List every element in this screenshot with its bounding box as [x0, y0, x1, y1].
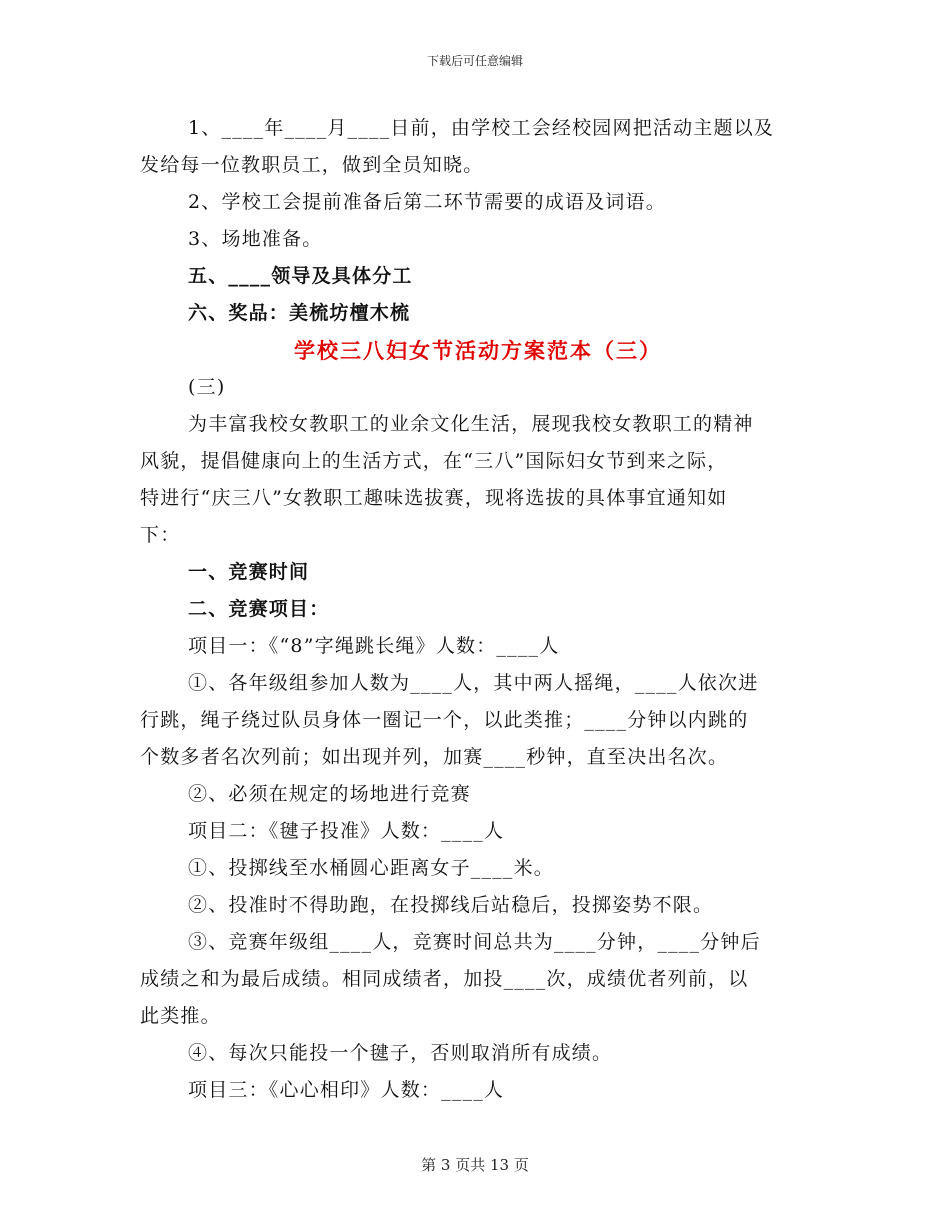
paragraph-line: 此类推。 — [140, 1005, 221, 1027]
paragraph-line: ③、竞赛年级组____人，竞赛时间总共为____分钟，____分钟后 — [188, 931, 761, 953]
document-body — [140, 110, 816, 1109]
paragraph-line: 2、学校工会提前准备后第二环节需要的成语及词语。 — [188, 191, 666, 213]
page-footer: 第 3 页共 13 页 — [421, 1156, 529, 1174]
paragraph-line: 风貌，提倡健康向上的生活方式，在“三八”国际妇女节到来之际， — [140, 450, 728, 472]
section-heading: 六、奖品：美梳坊檀木梳 — [188, 302, 411, 324]
page-header: 下载后可任意编辑 — [426, 54, 523, 68]
paragraph-line: ①、投掷线至水桶圆心距离女子____米。 — [188, 857, 555, 879]
paragraph-line: 行跳，绳子绕过队员身体一圈记一个，以此类推；____分钟以内跳的 — [140, 709, 749, 731]
paragraph-line: (三) — [188, 376, 226, 398]
section-heading: 二、竞赛项目： — [188, 598, 330, 620]
paragraph-line: 特进行“庆三八”女教职工趣味选拔赛，现将选拔的具体事宜通知如 — [140, 487, 728, 509]
paragraph-line: 项目一：《“8”字绳跳长绳》人数：____人 — [188, 635, 560, 657]
paragraph-line: 个数多者名次列前；如出现并列，加赛____秒钟，直至决出名次。 — [140, 746, 729, 768]
section-heading: 五、____领导及具体分工 — [188, 265, 413, 287]
paragraph-line: ④、每次只能投一个毽子，否则取消所有成绩。 — [188, 1042, 613, 1064]
paragraph-line: 成绩之和为最后成绩。相同成绩者，加投____次，成绩优者列前，以 — [140, 968, 749, 990]
paragraph-line: 下： — [140, 524, 181, 546]
paragraph-line: 发给每一位教职员工，做到全员知晓。 — [140, 154, 484, 176]
paragraph-line: ②、必须在规定的场地进行竞赛 — [188, 783, 471, 805]
paragraph-line: 为丰富我校女教职工的业余文化生活，展现我校女教职工的精神 — [188, 413, 754, 435]
paragraph-line: 项目二：《毽子投准》人数：____人 — [188, 820, 505, 842]
document-title: 学校三八妇女节活动方案范本（三） — [294, 338, 662, 363]
paragraph-line: 3、场地准备。 — [188, 228, 323, 250]
paragraph-line: ①、各年级组参加人数为____人，其中两人摇绳，____人依次进 — [188, 672, 759, 694]
section-heading: 一、竞赛时间 — [188, 561, 310, 583]
paragraph-line: 1、____年____月____日前，由学校工会经校园网把活动主题以及 — [188, 117, 775, 139]
paragraph-line: 项目三：《心心相印》人数：____人 — [188, 1079, 505, 1101]
paragraph-line: ②、投准时不得助跑，在投掷线后站稳后，投掷姿势不限。 — [188, 894, 714, 916]
